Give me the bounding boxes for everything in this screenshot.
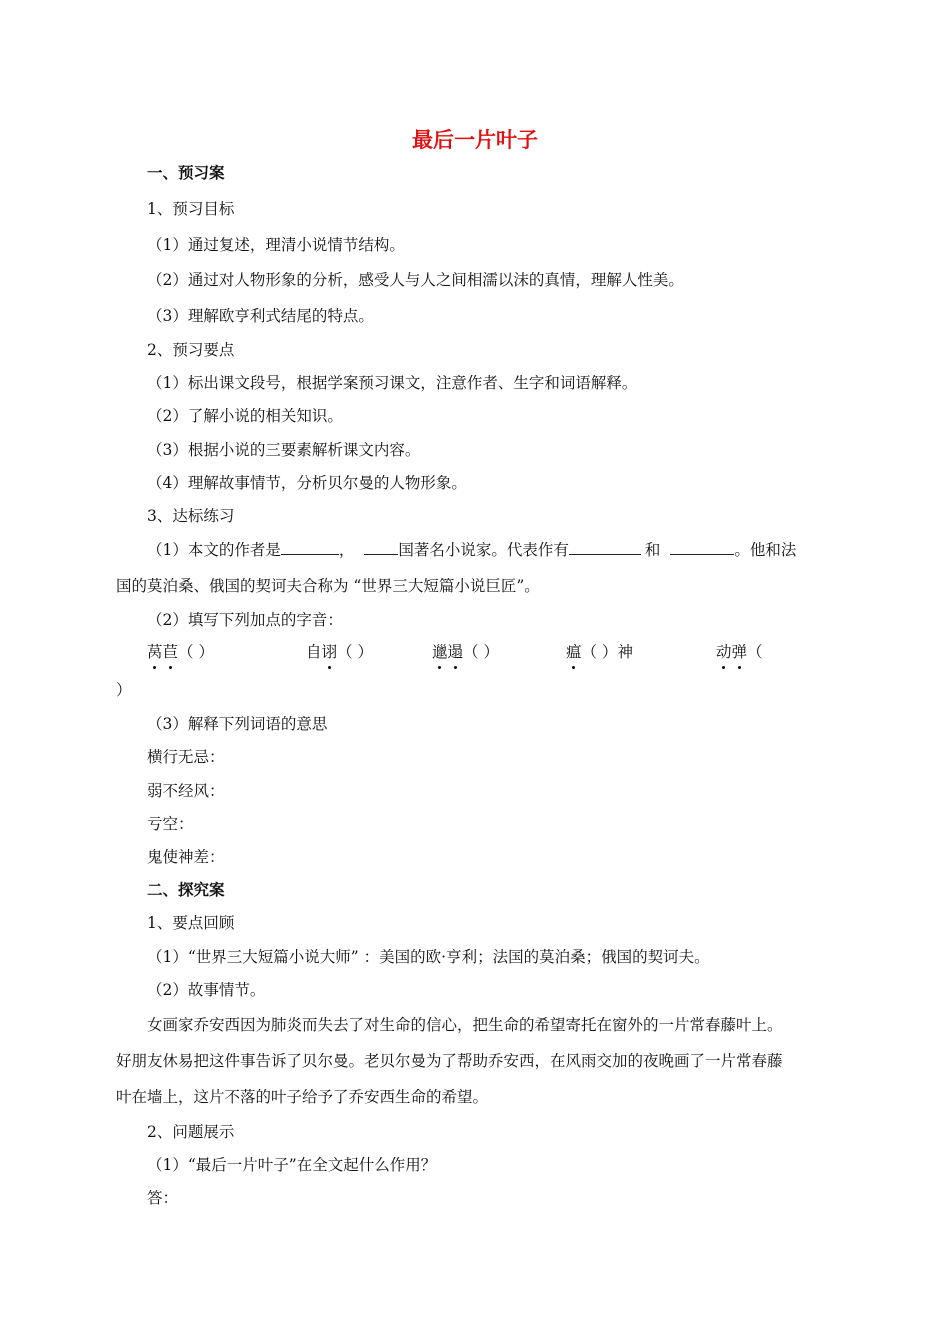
answer-paren[interactable]: （ ） — [337, 643, 373, 661]
dotted-char: 诩 — [321, 643, 338, 661]
exercise-q1-line — [147, 540, 796, 560]
country-blank[interactable] — [364, 540, 398, 555]
work-blank-1[interactable] — [569, 540, 641, 555]
term-item: 鬼使神差： — [147, 848, 225, 866]
review-label: 1、要点回顾 — [147, 914, 235, 932]
term-item: 横行无忌： — [147, 748, 225, 766]
pinyin-item — [566, 642, 633, 662]
point-item: （2）了解小说的相关知识。 — [147, 407, 343, 425]
story-paragraph-line: 好朋友休易把这件事告诉了贝尔曼。老贝尔曼为了帮助乔安西，在风雨交加的夜晚画了一片常春藤 — [116, 1052, 783, 1070]
term-item: 亏空： — [147, 815, 194, 833]
point-item: （1）标出课文段号，根据学案预习课文，注意作者、生字和词语解释。 — [147, 374, 638, 392]
section-heading-explore: 二、探究案 — [147, 880, 225, 899]
pinyin-item — [432, 642, 499, 662]
exercises-label: 3、达标练习 — [147, 507, 235, 525]
author-blank[interactable] — [281, 540, 339, 555]
dotted-char: 瘟 — [566, 643, 582, 661]
dotted-char: 动 — [716, 643, 732, 661]
preview-goals-label: 1、预习目标 — [147, 200, 235, 218]
question-item: （1）“最后一片叶子”在全文起什么作用？ — [147, 1156, 437, 1174]
dotted-char: 邋 — [432, 643, 448, 661]
term-item: 弱不经风： — [147, 782, 225, 800]
review-item: （2）故事情节。 — [147, 981, 266, 999]
goal-item: （3）理解欧亨利式结尾的特点。 — [147, 307, 374, 325]
exercise-q2: （2）填写下列加点的字音： — [147, 611, 343, 629]
goal-item: （1）通过复述，理清小说情节结构。 — [147, 236, 405, 254]
story-paragraph-line: 女画家乔安西因为肺炎而失去了对生命的信心，把生命的希望寄托在窗外的一片常春藤叶上。 — [147, 1016, 783, 1034]
q1-text-c: 国著名小说家。代表作有 — [398, 541, 569, 559]
dotted-char: 遢 — [447, 643, 464, 661]
answer-paren[interactable]: （ ）神 — [581, 643, 633, 661]
plain-char: 自 — [306, 643, 322, 661]
exercise-q3: （3）解释下列词语的意思 — [147, 715, 328, 733]
review-item: （1）“世界三大短篇小说大师” ：美国的欧·亨利；法国的莫泊桑；俄国的契诃夫。 — [147, 948, 710, 966]
dotted-char: 莴 — [147, 643, 163, 661]
questions-label: 2、问题展示 — [147, 1123, 235, 1141]
goal-item: （2）通过对人物形象的分析，感受人与人之间相濡以沫的真情，理解人性美。 — [147, 271, 684, 289]
dotted-char: 弹 — [731, 643, 748, 661]
pinyin-item — [306, 642, 373, 662]
q1-text-b: ， — [338, 541, 355, 559]
answer-paren[interactable]: （ — [747, 643, 763, 661]
q1-text-d: 和 — [644, 541, 661, 559]
answer-paren[interactable]: （ ） — [178, 643, 214, 661]
work-blank-2[interactable] — [670, 540, 734, 555]
exercise-q1-continuation: 国的莫泊桑、俄国的契诃夫合称为 “世界三大短篇小说巨匠”。 — [116, 577, 540, 595]
q1-text-a: （1）本文的作者是 — [147, 541, 281, 559]
answer-paren[interactable]: （ ） — [463, 643, 499, 661]
dotted-char: 苣 — [162, 643, 179, 661]
preview-points-label: 2、预习要点 — [147, 341, 235, 359]
document-title: 最后一片叶子 — [412, 127, 538, 152]
story-paragraph-line: 叶在墙上，这片不落的叶子给予了乔安西生命的希望。 — [116, 1088, 489, 1106]
point-item: （4）理解故事情节，分析贝尔曼的人物形象。 — [147, 474, 467, 492]
point-item: （3）根据小说的三要素解析课文内容。 — [147, 441, 421, 459]
answer-label: 答： — [147, 1189, 179, 1207]
close-paren: ） — [116, 681, 132, 699]
pinyin-item — [716, 642, 763, 662]
q1-text-e: 。他和法 — [734, 541, 797, 559]
section-heading-preview: 一、预习案 — [147, 163, 225, 182]
pinyin-item — [147, 642, 214, 662]
